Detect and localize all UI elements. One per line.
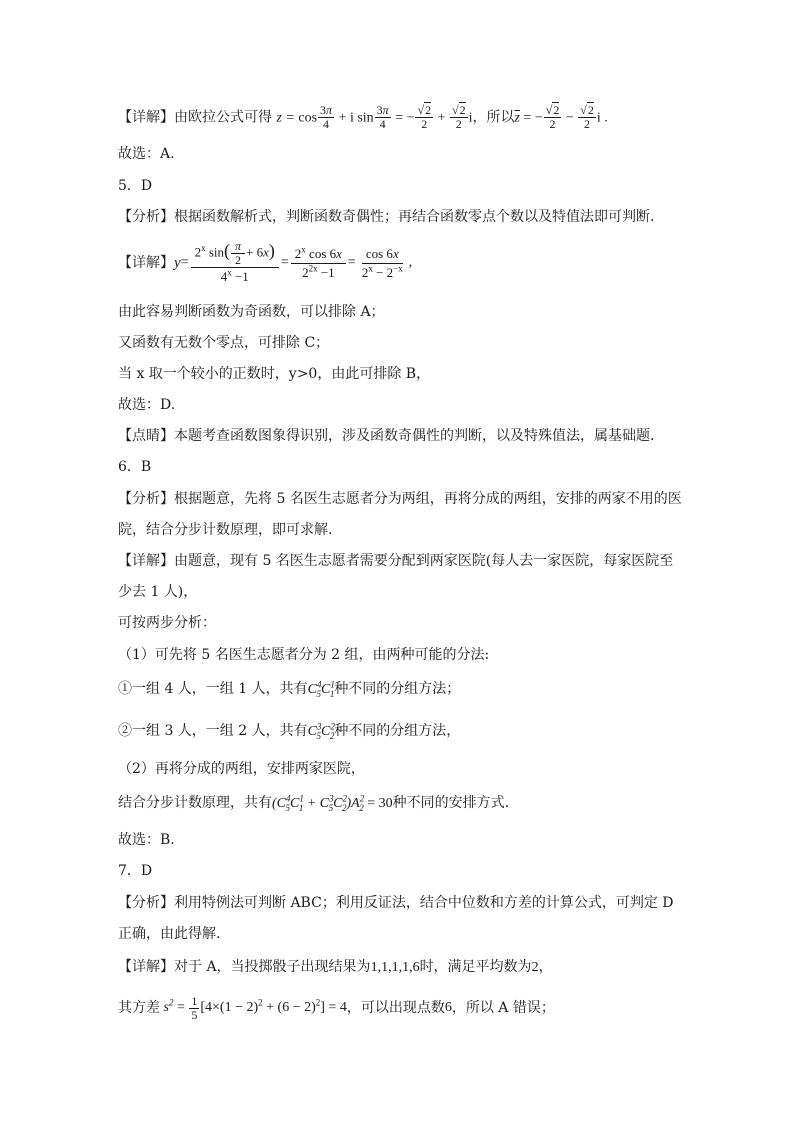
conclusion-odd: 由此容易判断函数为奇函数，可以排除 A； bbox=[118, 304, 385, 320]
fraction-sqrt2-2: $\frac{√2}{2}$ bbox=[545, 103, 560, 131]
remark-line: 【点睛】本题考查函数图象得识别，涉及函数奇偶性的判断，以及特殊值法，属基础题. bbox=[118, 428, 655, 444]
analysis-continuation: 正确，由此得解. bbox=[118, 926, 221, 942]
analysis-tag: 【分析】 bbox=[118, 895, 174, 911]
fraction-3pi-4: $\frac{3\pi}{4}$ bbox=[320, 103, 333, 131]
answer-line: 故选：D. bbox=[118, 397, 176, 413]
variance-formula: $s^2$ bbox=[160, 997, 174, 1015]
function-detail-line: 【详解】 y = 2$^x$ sin( $\frac{\pi}{2}$ + 6x) $4^x -1$ = $\frac{2^x \cos 6x}{2^{2x} -1}$ = $\frac{\cos 6x}{2^x - 2^{-x}}$ , bbox=[118, 239, 413, 284]
detail-tag: 【详解】 bbox=[118, 255, 174, 271]
question-number: 5．D bbox=[118, 178, 153, 194]
so-text: ，所以 bbox=[472, 109, 515, 126]
fraction-3pi-4: $\frac{3\pi}{4}$ bbox=[376, 103, 389, 131]
remark-tag: 【点睛】 bbox=[118, 428, 174, 444]
function-fraction-3: $\frac{\cos 6x}{2^x - 2^{-x}}$ bbox=[361, 245, 403, 280]
arrangement-formula: $(C^4_5C^1_1 + C^3_5C^2_2)A^2_2$ bbox=[272, 793, 365, 813]
fraction-sqrt2-2: $\frac{√2}{2}$ bbox=[417, 103, 432, 131]
dice-results: 1,1,1,1,6 bbox=[370, 960, 420, 975]
euler-detail-line: 【详解】由欧拉公式可得 z = cos $\frac{3\pi}{4}$ + i sin $\frac{3\pi}{4}$ = − $\frac{√2}{2}$ + $\frac{√2}{2}$ i，所以$\overline{z}$ = − $\frac{√2}{2}$ − $\frac{√2}{2}$ i . bbox=[118, 103, 608, 131]
detail-tag: 【详解】 bbox=[118, 553, 174, 569]
analysis-line: 【分析】根据题意，先将 5 名医生志愿者分为两组，再将分成的两组，安排的两家不用的医 bbox=[118, 491, 682, 507]
variance-line: 其方差 $s^2$ = $\frac{1}{5}$ $[4\times(1 - 2)^2 + (6 - 2)^2] = 4$ ，可以出现点数 6 ，所以 A 错误； bbox=[118, 993, 555, 1022]
step-two: （2）再将分成的两组，安排两家医院， bbox=[118, 761, 365, 777]
combination-formula: $C^4_5C^1_1$ bbox=[307, 679, 335, 699]
analysis-continuation: 院，结合分步计数原理，即可求解. bbox=[118, 522, 333, 538]
analysis-tag: 【分析】 bbox=[118, 491, 174, 507]
combination-formula: $C^3_5C^2_2$ bbox=[307, 721, 335, 741]
step-intro: 可按两步分析： bbox=[118, 615, 216, 631]
answer-line: 故选：B. bbox=[118, 832, 175, 848]
case-two: ②一组 3 人，一组 2 人，共有$C^3_5C^2_2$种不同的分组方法， bbox=[118, 721, 461, 741]
step-two-result: 结合分步计数原理，共有$(C^4_5C^1_1 + C^3_5C^2_2)A^2_2 = 30$种不同的安排方式. bbox=[118, 793, 510, 813]
function-fraction-1: 2$^x$ sin( $\frac{\pi}{2}$ + 6x) $4^x -1$ bbox=[191, 240, 279, 286]
detail-line: 【详解】对于 A，当投掷骰子出现结果为1,1,1,1,6时，满足平均数为2， bbox=[118, 959, 553, 975]
function-fraction-2: $\frac{2^x \cos 6x}{2^{2x} -1}$ bbox=[291, 245, 346, 282]
detail-continuation: 少去 1 人)， bbox=[118, 584, 198, 600]
fraction-one-fifth: $\frac{1}{5}$ bbox=[191, 993, 198, 1022]
answer-line: 故选：A. bbox=[118, 146, 175, 162]
detail-tag: 【详解】 bbox=[118, 109, 174, 126]
detail-tag: 【详解】 bbox=[118, 959, 174, 975]
conclusion-positive: 当 x 取一个较小的正数时，y>0，由此可排除 B， bbox=[118, 366, 431, 382]
formula-z: z = bbox=[276, 110, 299, 126]
conclusion-zeros: 又函数有无数个零点，可排除 C； bbox=[118, 335, 330, 351]
case-one: ①一组 4 人，一组 1 人，共有$C^4_5C^1_1$种不同的分组方法； bbox=[118, 679, 461, 699]
analysis-line: 【分析】根据函数解析式，判断函数奇偶性；再结合函数零点个数以及特值法即可判断. bbox=[118, 209, 655, 225]
detail-line: 【详解】由题意，现有 5 名医生志愿者需要分配到两家医院(每人去一家医院，每家医院至 bbox=[118, 553, 674, 569]
analysis-line: 【分析】利用特例法可判断 ABC；利用反证法，结合中位数和方差的计算公式，可判定 D bbox=[118, 895, 674, 911]
analysis-tag: 【分析】 bbox=[118, 209, 174, 225]
euler-text: 由欧拉公式可得 bbox=[174, 109, 272, 126]
question-number: 6．B bbox=[118, 459, 152, 475]
fraction-sqrt2-2: $\frac{√2}{2}$ bbox=[451, 103, 466, 131]
fraction-sqrt2-2: $\frac{√2}{2}$ bbox=[580, 103, 594, 131]
step-one: （1）可先将 5 名医生志愿者分为 2 组，由两种可能的分法: bbox=[118, 647, 490, 663]
question-number: 7．D bbox=[118, 863, 153, 879]
